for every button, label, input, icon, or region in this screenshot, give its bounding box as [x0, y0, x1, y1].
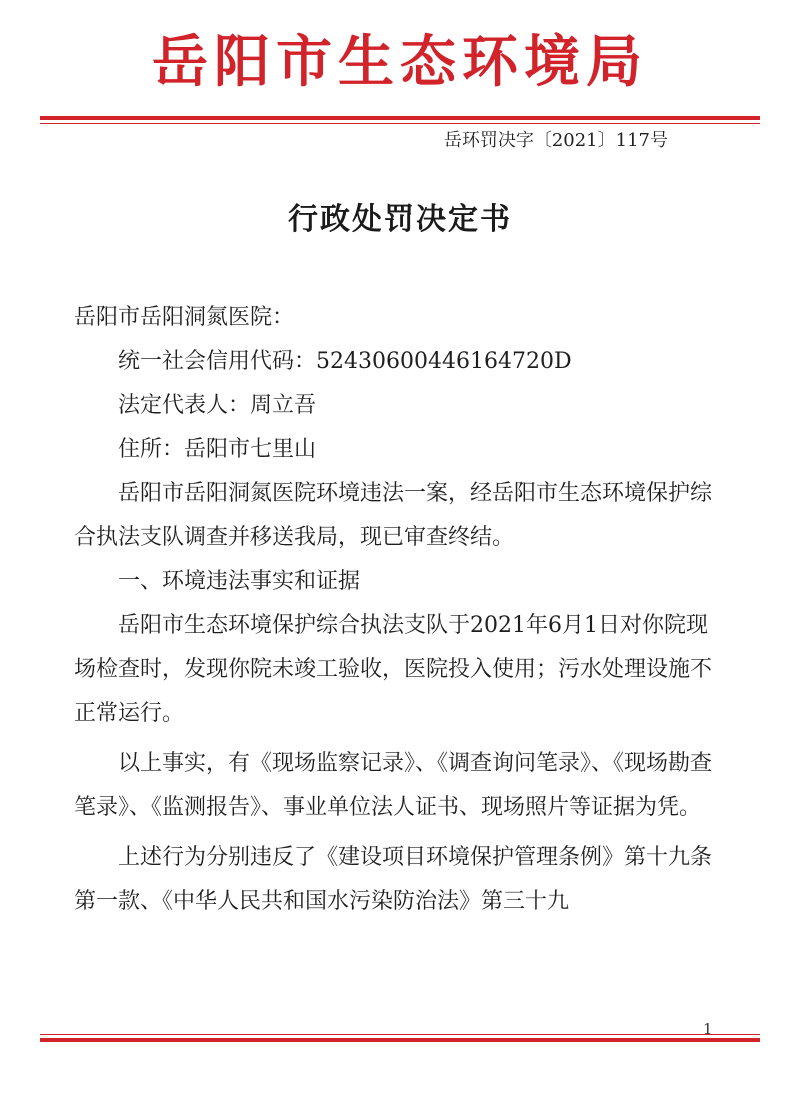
letterhead-agency-name: 岳阳市生态环境局	[152, 30, 648, 95]
document-body	[74, 296, 714, 924]
footer-rule-thick	[40, 1038, 760, 1042]
footer-rule-thin	[40, 1034, 760, 1035]
page-number: 1	[703, 1020, 713, 1038]
document-title: 行政处罚决定书	[288, 202, 512, 237]
facts-paragraph: 岳阳市生态环境保护综合执法支队于2021年6月1日对你院现场检查时，发现你院未竣工验收，医院投入使用；污水处理设施不正常运行。	[74, 613, 713, 726]
addressee: 岳阳市岳阳洞氮医院：	[74, 305, 295, 330]
letterhead-rule-thick	[40, 116, 760, 120]
address: 住所：岳阳市七里山	[118, 437, 317, 462]
letterhead-rule-thin	[40, 123, 760, 124]
section-1-heading: 一、环境违法事实和证据	[118, 569, 361, 594]
violation-paragraph: 上述行为分别违反了《建设项目环境保护管理条例》第十九条第一款、《中华人民共和国水污染防治法》第三十九	[74, 845, 713, 914]
credit-code: 统一社会信用代码：52430600446164720D	[118, 349, 572, 374]
intro-paragraph: 岳阳市岳阳洞氮医院环境违法一案，经岳阳市生态环境保护综合执法支队调查并移送我局，现已审查终结。	[74, 481, 713, 550]
legal-representative: 法定代表人：周立吾	[118, 393, 317, 418]
evidence-paragraph: 以上事实，有《现场监察记录》、《调查询问笔录》、《现场勘查笔录》、《监测报告》、事业单位法人证书、现场照片等证据为凭。	[74, 751, 713, 820]
document-number: 岳环罚决字〔2021〕117号	[443, 130, 668, 151]
